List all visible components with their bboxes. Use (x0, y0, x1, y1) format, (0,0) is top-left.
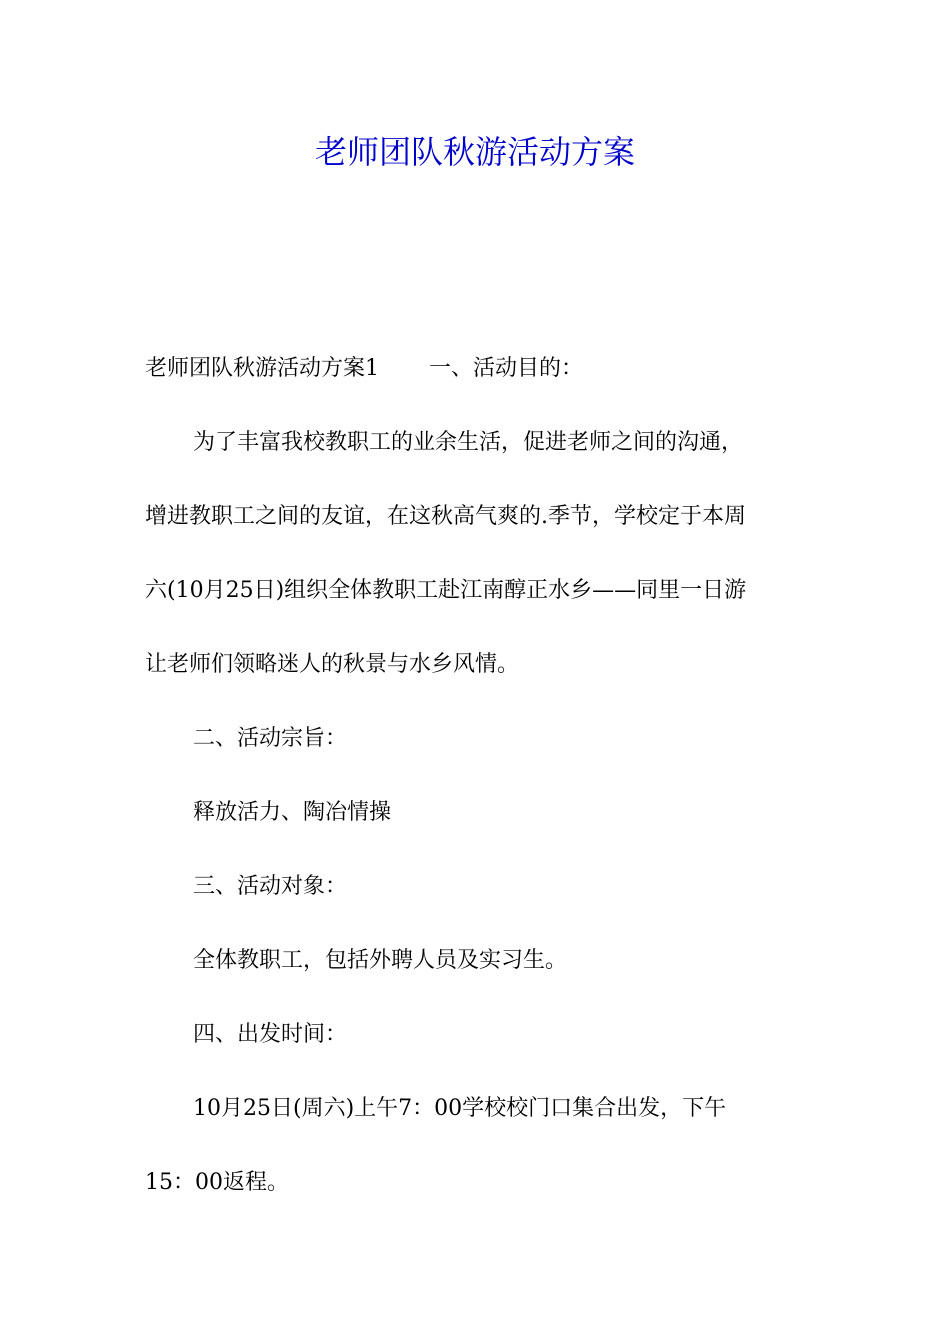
paragraph-line: 15：00返程。 (145, 1170, 289, 1195)
paragraph-line: 10月25日(周六)上午7：00学校校门口集合出发，下午 (193, 1096, 727, 1121)
paragraph-line: 六(10月25日)组织全体教职工赴江南醇正水乡——同里一日游 (145, 578, 747, 603)
paragraph-line: 释放活力、陶冶情操 (193, 800, 392, 825)
section-heading: 四、出发时间： (193, 1022, 348, 1047)
paragraph-line: 为了丰富我校教职工的业余生活，促进老师之间的沟通， (193, 430, 744, 455)
paragraph-line: 让老师们领略迷人的秋景与水乡风情。 (145, 652, 520, 677)
paragraph-line (145, 332, 807, 406)
section-heading-purpose: 一、活动目的： (429, 356, 584, 381)
document-body (145, 332, 807, 1220)
section-heading: 三、活动对象： (193, 874, 348, 899)
section-heading: 二、活动宗旨： (193, 726, 348, 751)
document-title: 老师团队秋游活动方案 (314, 133, 635, 171)
section-heading-plan: 老师团队秋游活动方案1 (145, 356, 379, 381)
paragraph-line: 全体教职工，包括外聘人员及实习生。 (193, 948, 568, 973)
paragraph-line: 增进教职工之间的友谊，在这秋高气爽的.季节，学校定于本周 (145, 504, 746, 529)
